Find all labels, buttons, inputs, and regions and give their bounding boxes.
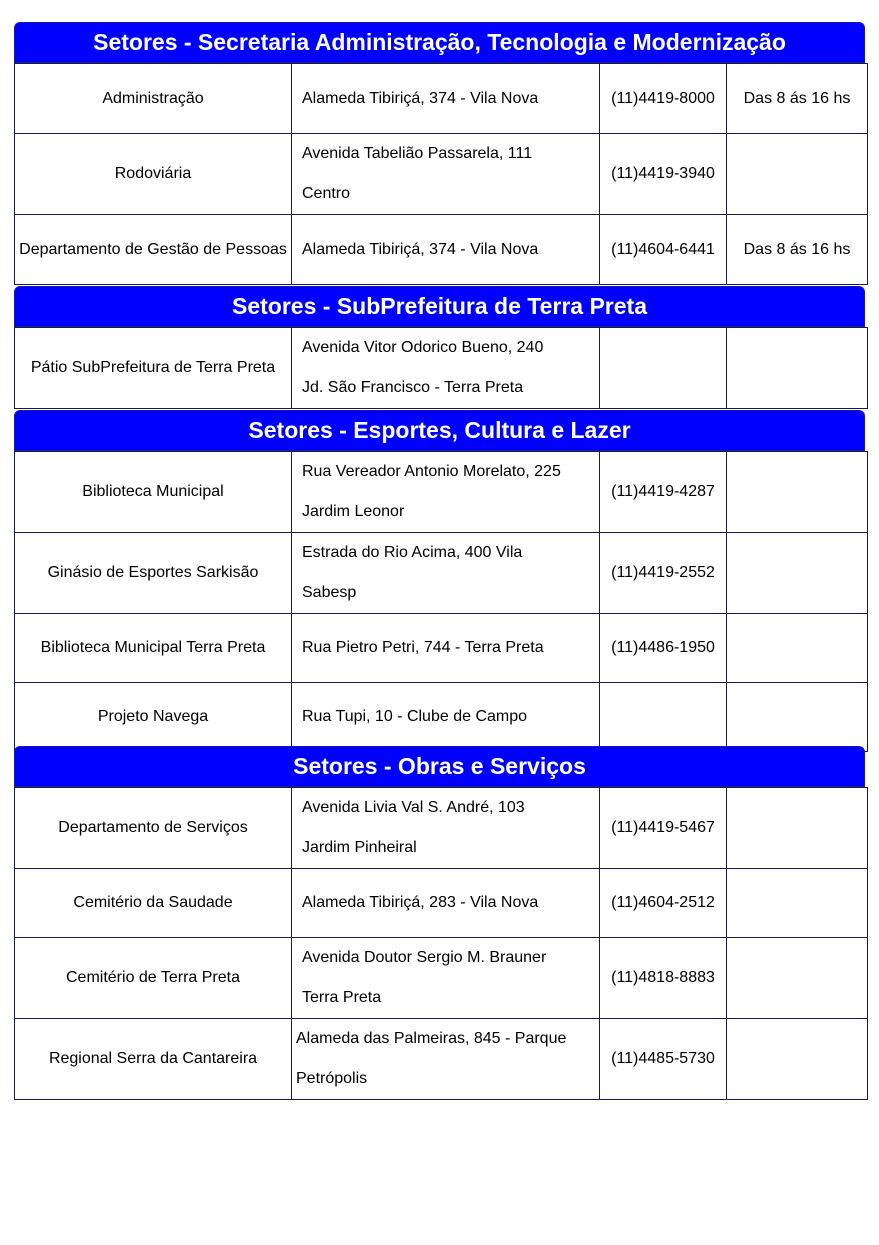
sector-phone: (11)4485-5730 [600, 1019, 727, 1100]
sector-phone: (11)4604-6441 [600, 215, 727, 285]
table-row [15, 452, 868, 533]
section-esportes [14, 410, 865, 752]
sector-address [292, 614, 600, 683]
table-row [15, 215, 868, 285]
sector-hours [727, 869, 868, 938]
address-line: Alameda Tibiriçá, 374 - Vila Nova [302, 89, 539, 107]
sector-name: Ginásio de Esportes Sarkisão [15, 533, 292, 614]
sector-name: Pátio SubPrefeitura de Terra Preta [15, 328, 292, 409]
sector-hours: Das 8 ás 16 hs [727, 215, 868, 285]
sector-name-text: Departamento de Gestão de Pessoas [19, 240, 287, 258]
address-line: Avenida Livia Val S. André, 103 [302, 799, 525, 816]
section-title: Setores - Obras e Serviços [14, 746, 865, 787]
sector-phone [600, 683, 727, 752]
address-line: Alameda Tibiriçá, 374 - Vila Nova [302, 240, 539, 258]
address-line: Sabesp [302, 584, 357, 601]
sector-phone: (11)4419-4287 [600, 452, 727, 533]
sector-phone: (11)4419-2552 [600, 533, 727, 614]
table-row [15, 788, 868, 869]
sector-address [292, 452, 600, 533]
table-row [15, 328, 868, 409]
sector-hours [727, 683, 868, 752]
sector-address [292, 328, 600, 409]
sector-phone: (11)4818-8883 [600, 938, 727, 1019]
sector-hours [727, 614, 868, 683]
sector-hours [727, 938, 868, 1019]
sector-name: Cemitério da Saudade [15, 869, 292, 938]
sector-hours [727, 134, 868, 215]
sector-name: Cemitério de Terra Preta [15, 938, 292, 1019]
table-row [15, 614, 868, 683]
sector-hours [727, 788, 868, 869]
sector-address [292, 938, 600, 1019]
address-line: Rua Tupi, 10 - Clube de Campo [302, 708, 528, 725]
sector-address [292, 533, 600, 614]
sector-name: Biblioteca Municipal Terra Preta [15, 614, 292, 683]
sector-address [292, 869, 600, 938]
section-obras [14, 746, 865, 1100]
sector-table [14, 63, 868, 285]
sector-hours [727, 452, 868, 533]
table-row [15, 683, 868, 752]
address-line: Petrópolis [296, 1070, 368, 1087]
address-line: Rua Vereador Antonio Morelato, 225 [302, 463, 561, 480]
section-title: Setores - SubPrefeitura de Terra Preta [14, 286, 865, 327]
sector-table [14, 327, 868, 409]
sector-table [14, 787, 868, 1100]
sector-phone [600, 328, 727, 409]
table-row [15, 134, 868, 215]
sector-phone: (11)4419-8000 [600, 64, 727, 134]
table-row [15, 938, 868, 1019]
sector-address [292, 1019, 600, 1100]
address-line: Avenida Doutor Sergio M. Brauner [302, 949, 547, 966]
sector-name: Regional Serra da Cantareira [15, 1019, 292, 1100]
address-line: Alameda das Palmeiras, 845 - Parque [296, 1030, 567, 1047]
address-line: Jardim Leonor [302, 503, 405, 520]
sector-address [292, 788, 600, 869]
address-line: Estrada do Rio Acima, 400 Vila [302, 544, 523, 561]
address-line: Avenida Tabelião Passarela, 111 [302, 145, 533, 162]
sector-name: Rodoviária [15, 134, 292, 215]
sector-name: Departamento de Serviços [15, 788, 292, 869]
address-line: Terra Preta [302, 989, 382, 1006]
section-title: Setores - Secretaria Administração, Tecnologia e Modernização [14, 22, 865, 63]
sector-address [292, 64, 600, 134]
table-row [15, 533, 868, 614]
sector-name: Biblioteca Municipal [15, 452, 292, 533]
sector-hours: Das 8 ás 16 hs [727, 64, 868, 134]
address-line: Jardim Pinheiral [302, 839, 417, 856]
sector-address [292, 134, 600, 215]
sector-hours [727, 328, 868, 409]
sector-phone: (11)4419-5467 [600, 788, 727, 869]
section-subprefeitura [14, 286, 865, 409]
table-row [15, 869, 868, 938]
sector-address [292, 215, 600, 285]
sector-hours [727, 1019, 868, 1100]
sector-address [292, 683, 600, 752]
sector-name [15, 215, 292, 285]
section-title: Setores - Esportes, Cultura e Lazer [14, 410, 865, 451]
sector-name: Projeto Navega [15, 683, 292, 752]
table-row [15, 1019, 868, 1100]
sector-table [14, 451, 868, 752]
table-row [15, 64, 868, 134]
address-line: Rua Pietro Petri, 744 - Terra Preta [302, 639, 544, 656]
sector-name: Administração [15, 64, 292, 134]
address-line: Avenida Vitor Odorico Bueno, 240 [302, 339, 544, 356]
address-line: Alameda Tibiriçá, 283 - Vila Nova [302, 894, 539, 911]
sector-phone: (11)4486-1950 [600, 614, 727, 683]
address-line: Jd. São Francisco - Terra Preta [302, 379, 524, 396]
sector-phone: (11)4419-3940 [600, 134, 727, 215]
sector-phone: (11)4604-2512 [600, 869, 727, 938]
sector-hours [727, 533, 868, 614]
address-line: Centro [302, 185, 351, 202]
section-administracao [14, 22, 865, 285]
